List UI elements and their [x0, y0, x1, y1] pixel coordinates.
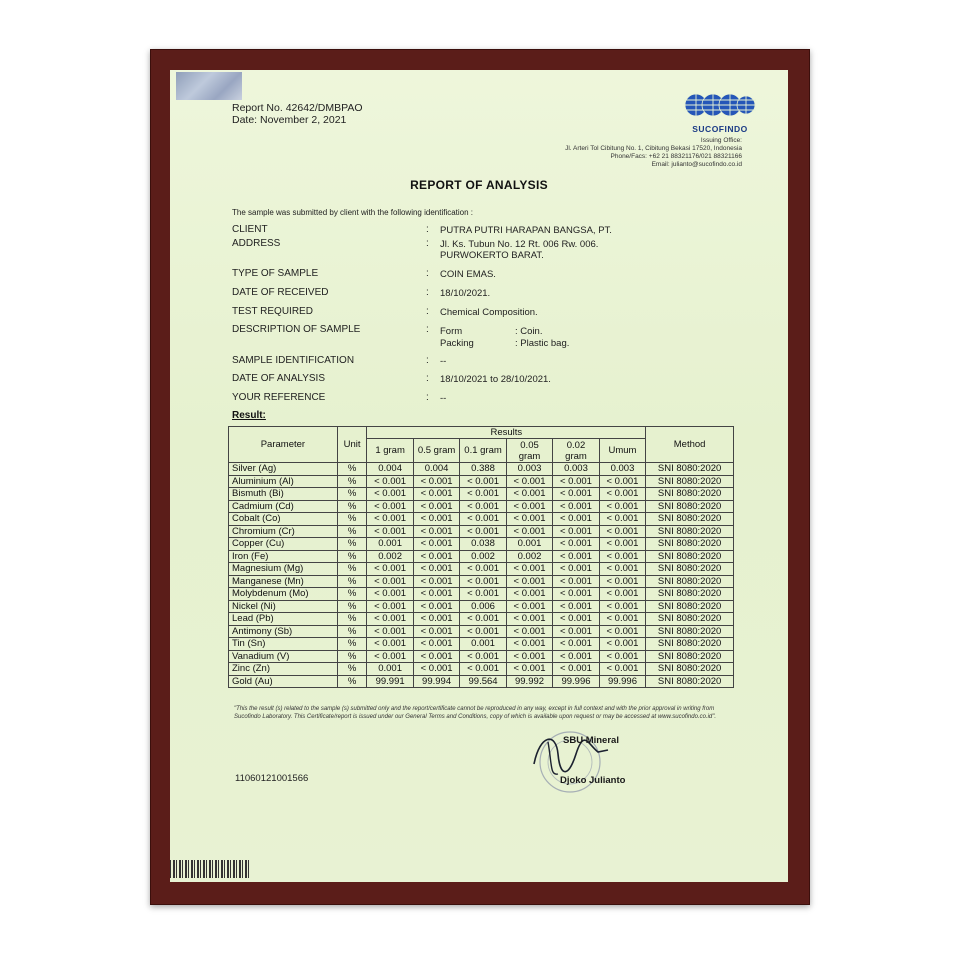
table-row: [229, 500, 734, 513]
result-cell: < 0.001: [413, 663, 459, 676]
method-cell: SNI 8080:2020: [646, 650, 734, 663]
office-line: Jl. Arteri Tol Cibitung No. 1, Cibitung Bekasi 17520, Indonesia: [565, 145, 742, 152]
parameter-cell: Tin (Sn): [229, 638, 338, 651]
result-cell: < 0.001: [599, 650, 646, 663]
parameter-cell: Iron (Fe): [229, 550, 338, 563]
brand-name: SUCOFINDO: [692, 124, 748, 134]
unit-cell: %: [337, 613, 367, 626]
unit-cell: %: [337, 475, 367, 488]
unit-cell: %: [337, 600, 367, 613]
result-cell: < 0.001: [599, 538, 646, 551]
sub-field-key: Form: [440, 326, 463, 337]
result-cell: < 0.001: [599, 488, 646, 501]
result-cell: 99.992: [506, 675, 552, 688]
result-cell: < 0.001: [367, 638, 413, 651]
sub-field-key: Packing: [440, 338, 474, 349]
result-cell: 0.004: [367, 463, 413, 476]
office-line: Phone/Facs: +62 21 88321176/021 88321166: [610, 153, 742, 160]
field-colon: :: [426, 238, 429, 249]
parameter-cell: Cadmium (Cd): [229, 500, 338, 513]
field-label: SAMPLE IDENTIFICATION: [232, 355, 355, 366]
field-colon: :: [426, 324, 429, 335]
result-cell: < 0.001: [553, 538, 599, 551]
office-line: Issuing Office:: [700, 137, 742, 144]
field-label: TYPE OF SAMPLE: [232, 268, 319, 279]
field-colon: :: [426, 355, 429, 366]
table-row: [229, 675, 734, 688]
field-value: PURWOKERTO BARAT.: [440, 250, 544, 261]
method-cell: SNI 8080:2020: [646, 475, 734, 488]
field-value: PUTRA PUTRI HARAPAN BANGSA, PT.: [440, 225, 612, 236]
field-value: --: [440, 356, 447, 367]
result-cell: < 0.001: [553, 563, 599, 576]
result-cell: 0.003: [553, 463, 599, 476]
result-cell: < 0.001: [553, 550, 599, 563]
method-cell: SNI 8080:2020: [646, 500, 734, 513]
result-cell: < 0.001: [599, 625, 646, 638]
method-cell: SNI 8080:2020: [646, 625, 734, 638]
result-cell: < 0.001: [553, 650, 599, 663]
table-row: [229, 463, 734, 476]
header-sample-5: 0.02 gram: [553, 439, 599, 463]
result-cell: < 0.001: [413, 650, 459, 663]
result-cell: < 0.001: [413, 588, 459, 601]
result-cell: 99.564: [460, 675, 506, 688]
unit-cell: %: [337, 588, 367, 601]
sub-field-value: : Plastic bag.: [515, 338, 570, 349]
table-row: [229, 550, 734, 563]
method-cell: SNI 8080:2020: [646, 638, 734, 651]
result-cell: < 0.001: [599, 638, 646, 651]
method-cell: SNI 8080:2020: [646, 538, 734, 551]
result-cell: < 0.001: [367, 513, 413, 526]
result-cell: < 0.001: [413, 500, 459, 513]
table-row: [229, 563, 734, 576]
header-sample-1: 1 gram: [367, 439, 413, 463]
result-cell: < 0.001: [413, 513, 459, 526]
result-cell: < 0.001: [413, 600, 459, 613]
result-cell: < 0.001: [506, 600, 552, 613]
result-cell: < 0.001: [599, 663, 646, 676]
field-label: CLIENT: [232, 224, 268, 235]
serial-number: 11060121001566: [235, 773, 309, 784]
method-cell: SNI 8080:2020: [646, 513, 734, 526]
header-sample-6: Umum: [599, 439, 646, 463]
result-cell: < 0.001: [553, 500, 599, 513]
result-cell: < 0.001: [460, 625, 506, 638]
parameter-cell: Copper (Cu): [229, 538, 338, 551]
result-cell: < 0.001: [599, 575, 646, 588]
result-cell: < 0.001: [599, 550, 646, 563]
parameter-cell: Molybdenum (Mo): [229, 588, 338, 601]
result-cell: < 0.001: [506, 575, 552, 588]
result-cell: < 0.001: [460, 488, 506, 501]
method-cell: SNI 8080:2020: [646, 675, 734, 688]
field-value: Chemical Composition.: [440, 307, 538, 318]
result-cell: < 0.001: [367, 613, 413, 626]
result-cell: < 0.001: [506, 475, 552, 488]
result-cell: 0.006: [460, 600, 506, 613]
result-cell: < 0.001: [367, 588, 413, 601]
result-cell: < 0.001: [599, 613, 646, 626]
method-cell: SNI 8080:2020: [646, 663, 734, 676]
result-cell: < 0.001: [460, 500, 506, 513]
sucofindo-logo-icon: [684, 88, 756, 122]
result-cell: < 0.001: [367, 563, 413, 576]
parameter-cell: Aluminium (Al): [229, 475, 338, 488]
method-cell: SNI 8080:2020: [646, 563, 734, 576]
header-results: Results: [367, 427, 646, 439]
sub-field-value: : Coin.: [515, 326, 543, 337]
result-cell: 0.001: [506, 538, 552, 551]
result-cell: < 0.001: [367, 575, 413, 588]
result-cell: < 0.001: [413, 575, 459, 588]
field-colon: :: [426, 268, 429, 279]
unit-cell: %: [337, 525, 367, 538]
result-cell: < 0.001: [506, 525, 552, 538]
result-cell: < 0.001: [413, 488, 459, 501]
result-cell: < 0.001: [460, 588, 506, 601]
result-cell: < 0.001: [553, 638, 599, 651]
field-label: TEST REQUIRED: [232, 306, 313, 317]
header-method: Method: [646, 427, 734, 463]
field-label: DATE OF RECEIVED: [232, 287, 329, 298]
parameter-cell: Gold (Au): [229, 675, 338, 688]
result-cell: < 0.001: [413, 613, 459, 626]
result-cell: < 0.001: [506, 663, 552, 676]
result-cell: 0.038: [460, 538, 506, 551]
result-cell: 0.004: [413, 463, 459, 476]
result-cell: < 0.001: [599, 475, 646, 488]
parameter-cell: Zinc (Zn): [229, 663, 338, 676]
result-cell: < 0.001: [506, 513, 552, 526]
result-cell: < 0.001: [553, 663, 599, 676]
method-cell: SNI 8080:2020: [646, 525, 734, 538]
result-cell: 0.002: [460, 550, 506, 563]
report-date: Date: November 2, 2021: [232, 114, 347, 126]
result-cell: < 0.001: [599, 525, 646, 538]
result-cell: < 0.001: [367, 625, 413, 638]
barcode: [170, 860, 250, 878]
result-cell: 0.001: [367, 663, 413, 676]
office-line: Email: julianto@sucofindo.co.id: [651, 161, 742, 168]
unit-cell: %: [337, 550, 367, 563]
parameter-cell: Nickel (Ni): [229, 600, 338, 613]
header-sample-4: 0.05 gram: [506, 439, 552, 463]
result-heading: Result:: [232, 410, 266, 421]
field-value: --: [440, 393, 447, 404]
result-cell: 99.996: [553, 675, 599, 688]
parameter-cell: Chromium (Cr): [229, 525, 338, 538]
result-cell: 0.001: [460, 638, 506, 651]
field-value: Jl. Ks. Tubun No. 12 Rt. 006 Rw. 006.: [440, 239, 599, 250]
result-cell: < 0.001: [367, 650, 413, 663]
field-colon: :: [426, 287, 429, 298]
field-colon: :: [426, 224, 429, 235]
header-parameter: Parameter: [229, 427, 338, 463]
method-cell: SNI 8080:2020: [646, 550, 734, 563]
table-row: [229, 663, 734, 676]
result-cell: < 0.001: [367, 475, 413, 488]
result-cell: < 0.001: [413, 525, 459, 538]
table-row: [229, 650, 734, 663]
table-row: [229, 538, 734, 551]
result-cell: < 0.001: [413, 563, 459, 576]
method-cell: SNI 8080:2020: [646, 613, 734, 626]
result-cell: < 0.001: [413, 638, 459, 651]
field-colon: :: [426, 392, 429, 403]
unit-cell: %: [337, 575, 367, 588]
table-row: [229, 625, 734, 638]
result-cell: < 0.001: [599, 600, 646, 613]
method-cell: SNI 8080:2020: [646, 463, 734, 476]
result-cell: < 0.001: [506, 588, 552, 601]
result-cell: 0.388: [460, 463, 506, 476]
table-row: [229, 488, 734, 501]
result-cell: < 0.001: [553, 513, 599, 526]
field-value: 18/10/2021 to 28/10/2021.: [440, 374, 551, 385]
method-cell: SNI 8080:2020: [646, 600, 734, 613]
field-label: YOUR REFERENCE: [232, 392, 326, 403]
unit-cell: %: [337, 538, 367, 551]
parameter-cell: Bismuth (Bi): [229, 488, 338, 501]
result-cell: < 0.001: [413, 625, 459, 638]
table-row: [229, 600, 734, 613]
parameter-cell: Silver (Ag): [229, 463, 338, 476]
method-cell: SNI 8080:2020: [646, 575, 734, 588]
table-row: [229, 588, 734, 601]
result-cell: < 0.001: [460, 663, 506, 676]
result-cell: < 0.001: [460, 650, 506, 663]
result-cell: < 0.001: [460, 513, 506, 526]
result-cell: < 0.001: [413, 538, 459, 551]
unit-cell: %: [337, 625, 367, 638]
results-table-body: [229, 463, 734, 688]
method-cell: SNI 8080:2020: [646, 588, 734, 601]
result-cell: < 0.001: [367, 500, 413, 513]
result-cell: < 0.001: [553, 600, 599, 613]
result-cell: < 0.001: [460, 563, 506, 576]
unit-cell: %: [337, 663, 367, 676]
result-cell: < 0.001: [460, 613, 506, 626]
result-cell: < 0.001: [553, 625, 599, 638]
result-cell: 0.002: [367, 550, 413, 563]
method-cell: SNI 8080:2020: [646, 488, 734, 501]
result-cell: 99.996: [599, 675, 646, 688]
field-colon: :: [426, 306, 429, 317]
field-label: ADDRESS: [232, 238, 281, 249]
signing-unit: SBU Mineral: [563, 735, 619, 746]
table-row: [229, 525, 734, 538]
result-cell: < 0.001: [460, 575, 506, 588]
signer-name: Djoko Julianto: [560, 775, 626, 786]
result-cell: < 0.001: [553, 488, 599, 501]
field-value: COIN EMAS.: [440, 269, 496, 280]
unit-cell: %: [337, 675, 367, 688]
field-value: 18/10/2021.: [440, 288, 491, 299]
result-cell: 99.991: [367, 675, 413, 688]
result-cell: < 0.001: [506, 613, 552, 626]
result-cell: < 0.001: [553, 588, 599, 601]
result-cell: < 0.001: [506, 488, 552, 501]
table-row: [229, 475, 734, 488]
result-cell: < 0.001: [506, 563, 552, 576]
parameter-cell: Cobalt (Co): [229, 513, 338, 526]
unit-cell: %: [337, 463, 367, 476]
result-cell: 99.994: [413, 675, 459, 688]
result-cell: < 0.001: [553, 575, 599, 588]
field-label: DATE OF ANALYSIS: [232, 373, 325, 384]
unit-cell: %: [337, 638, 367, 651]
result-cell: < 0.001: [367, 600, 413, 613]
result-cell: < 0.001: [506, 650, 552, 663]
result-cell: < 0.001: [599, 500, 646, 513]
report-number: Report No. 42642/DMBPAO: [232, 102, 363, 114]
parameter-cell: Vanadium (V): [229, 650, 338, 663]
result-cell: < 0.001: [460, 475, 506, 488]
result-cell: < 0.001: [553, 613, 599, 626]
header-sample-3: 0.1 gram: [460, 439, 506, 463]
disclaimer-note: "This the result (s) related to the sample (s) submitted only and the report/certificate cannot be reproduced in any way, except in full context and with the prior approval in writing from Sucofindo Laboratory. This Certificate/report is issued under our General Terms and Conditions, copy of which is available upon request or may be accessed at www.sucofindo.co.id".: [234, 706, 717, 720]
parameter-cell: Magnesium (Mg): [229, 563, 338, 576]
result-cell: 0.003: [506, 463, 552, 476]
unit-cell: %: [337, 513, 367, 526]
parameter-cell: Antimony (Sb): [229, 625, 338, 638]
result-cell: < 0.001: [367, 488, 413, 501]
field-colon: :: [426, 373, 429, 384]
header-unit: Unit: [337, 427, 367, 463]
result-cell: 0.002: [506, 550, 552, 563]
result-cell: < 0.001: [413, 475, 459, 488]
parameter-cell: Lead (Pb): [229, 613, 338, 626]
table-row: [229, 575, 734, 588]
header-sample-2: 0.5 gram: [413, 439, 459, 463]
table-row: [229, 638, 734, 651]
unit-cell: %: [337, 488, 367, 501]
table-row: [229, 613, 734, 626]
page-title: REPORT OF ANALYSIS: [410, 178, 548, 192]
parameter-cell: Manganese (Mn): [229, 575, 338, 588]
result-cell: < 0.001: [599, 588, 646, 601]
table-row: [229, 513, 734, 526]
result-cell: < 0.001: [506, 500, 552, 513]
result-cell: < 0.001: [413, 550, 459, 563]
result-cell: < 0.001: [506, 625, 552, 638]
result-cell: < 0.001: [599, 513, 646, 526]
unit-cell: %: [337, 563, 367, 576]
results-table: [228, 426, 734, 688]
result-cell: < 0.001: [599, 563, 646, 576]
field-label: DESCRIPTION OF SAMPLE: [232, 324, 361, 335]
unit-cell: %: [337, 650, 367, 663]
result-cell: < 0.001: [553, 525, 599, 538]
result-cell: < 0.001: [553, 475, 599, 488]
result-cell: < 0.001: [460, 525, 506, 538]
result-cell: 0.003: [599, 463, 646, 476]
result-cell: 0.001: [367, 538, 413, 551]
result-cell: < 0.001: [506, 638, 552, 651]
hologram-sticker: [176, 72, 242, 100]
result-cell: < 0.001: [367, 525, 413, 538]
unit-cell: %: [337, 500, 367, 513]
intro-text: The sample was submitted by client with the following identification :: [232, 208, 474, 217]
